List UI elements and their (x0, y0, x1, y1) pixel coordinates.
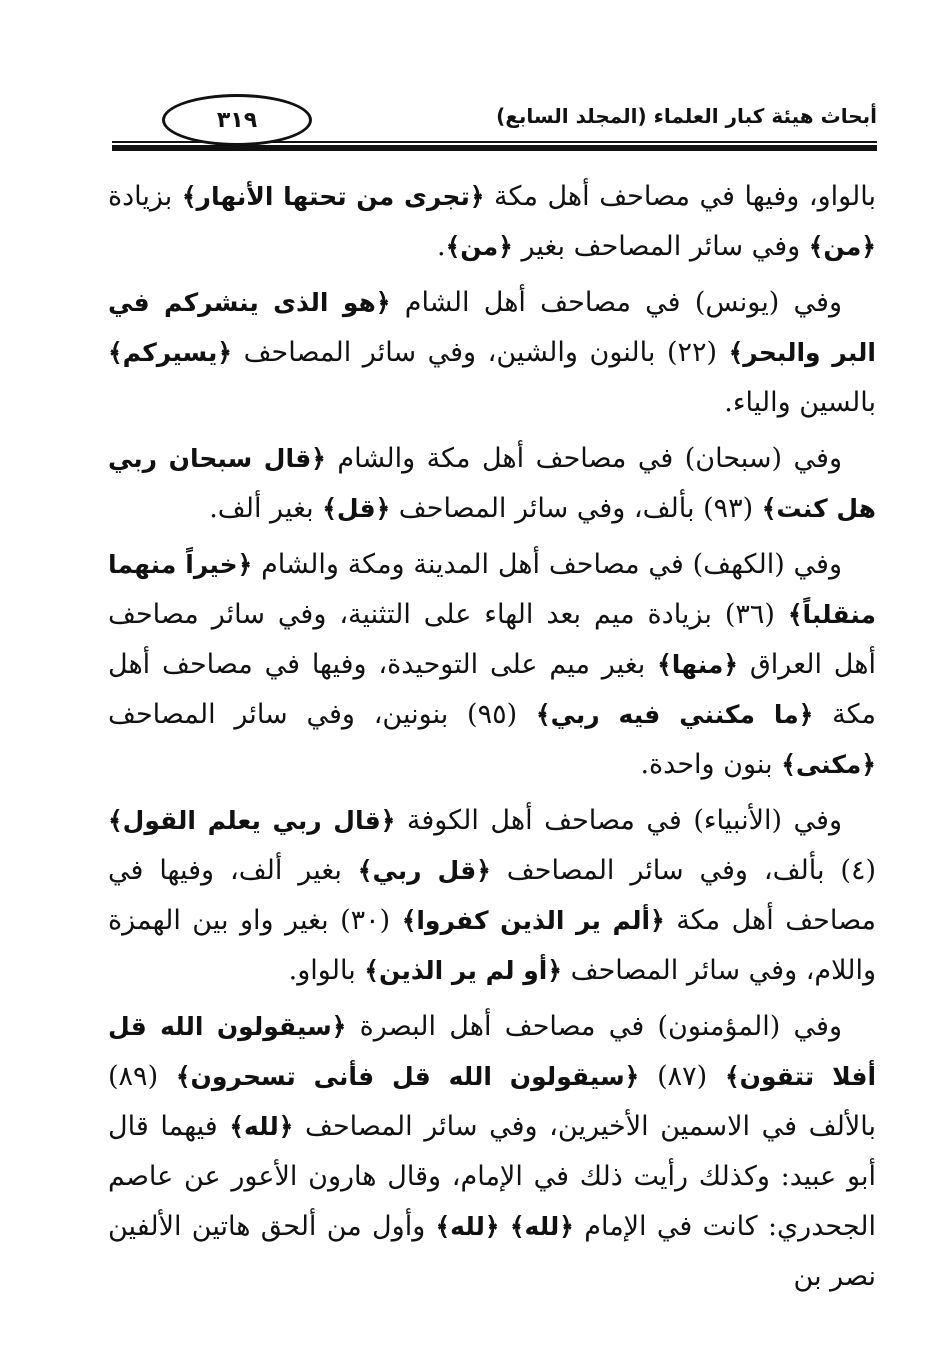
text-run: بالواو، وفيها في مصاحف أهل مكة (484, 181, 877, 212)
paragraph (108, 540, 876, 790)
text-run: (٨٩) بالألف في الاسمين الأخيرين، وفي سائر المصاحف (108, 1061, 876, 1142)
text-run: (٩٥) بنونين، وفي سائر المصاحف (108, 699, 536, 730)
quran-quote: ﴿قال سبحان ربي هل كنت﴾ (108, 444, 876, 523)
quran-quote: ﴿لله﴾ (509, 1212, 574, 1241)
text-run: بغير ألف. (209, 493, 323, 524)
quran-quote: ﴿منها﴾ (657, 650, 739, 679)
quran-quote: ﴿من﴾ (808, 232, 876, 261)
quran-quote: ﴿قال ربي يعلم القول﴾ (108, 806, 396, 835)
text-run: فيهما قال أبو عبيد: وكذلك رأيت ذلك في الإمام، وقال هارون الأعور عن عاصم الجحدري: كانت في الإمام (108, 1111, 876, 1242)
text-run: (٩٣) بألف، وفي سائر المصاحف (390, 493, 762, 524)
text-run (500, 1211, 510, 1242)
quran-quote: ﴿لله﴾ (435, 1212, 500, 1241)
text-run: بالواو. (288, 955, 365, 986)
text-run: وفي (المؤمنون) في مصاحف أهل البصرة (346, 1011, 843, 1042)
quran-quote: ﴿سيقولون الله قل أفلا تتقون﴾ (108, 1012, 877, 1091)
text-run: (٣٦) بزيادة ميم بعد الهاء على التثنية، وفي سائر مصاحف أهل العراق (108, 599, 876, 680)
text-run: وفي سائر المصاحف بغير (512, 231, 809, 262)
quran-quote: ﴿خيراً منهما منقلباً﴾ (108, 550, 876, 629)
text-run: (٣٠) بغير واو بين الهمزة واللام، وفي سائر المصاحف (108, 905, 876, 986)
text-run: وفي (الأنبياء) في مصاحف أهل الكوفة (395, 805, 842, 836)
page-number-badge (162, 94, 312, 146)
quran-quote: ﴿سيقولون الله قل فأنى تسحرون﴾ (175, 1062, 640, 1091)
quran-quote: ﴿هو الذى ينشركم في البر والبحر﴾ (108, 288, 876, 367)
paragraph (108, 172, 876, 272)
quran-quote: ﴿تجرى من تحتها الأنهار﴾ (181, 182, 485, 211)
paragraph (108, 434, 876, 534)
text-run: وفي (الكهف) في مصاحف أهل المدينة ومكة والشام (252, 549, 842, 580)
quran-quote: ﴿مكنى﴾ (781, 750, 876, 779)
body-text (108, 172, 876, 1308)
page-header (112, 94, 877, 152)
text-run: بالسين والياء. (724, 387, 876, 418)
quran-quote: ﴿لله﴾ (229, 1112, 294, 1141)
text-run: بغير ميم على التوحيدة، وفيها في مصاحف أهل مكة (108, 649, 876, 730)
paragraph (108, 796, 876, 996)
text-run: وفي (يونس) في مصاحف أهل الشام (390, 287, 843, 318)
running-title: أبحاث هيئة كبار العلماء (المجلد السابع) (496, 104, 877, 128)
text-run: (٨٧) (639, 1061, 725, 1092)
quran-quote: ﴿ألم ير الذين كفروا﴾ (401, 906, 665, 935)
page-number: ٣١٩ (216, 107, 258, 133)
quran-quote: ﴿قل ربي﴾ (357, 856, 491, 885)
text-run: (٢٢) بالنون والشين، وفي سائر المصاحف (232, 337, 729, 368)
quran-quote: ﴿أو لم ير الذين﴾ (364, 956, 563, 985)
text-run: وفي (سبحان) في مصاحف أهل مكة والشام (325, 443, 842, 474)
paragraph (108, 278, 876, 428)
text-run: (٤) بألف، وفي سائر المصاحف (490, 855, 876, 886)
quran-quote: ﴿يسيركم﴾ (108, 338, 233, 367)
text-run: وأول من ألحق هاتين الألفين نصر بن (108, 1211, 876, 1292)
text-run: بنون واحدة. (640, 749, 782, 780)
header-rule-thick (112, 145, 877, 151)
quran-quote: ﴿من﴾ (445, 232, 513, 261)
quran-quote: ﴿قل﴾ (322, 494, 391, 523)
quran-quote: ﴿ما مكنني فيه ربي﴾ (535, 700, 814, 729)
text-run: بزيادة (108, 181, 182, 212)
text-run: بغير ألف، وفيها في مصاحف أهل مكة (108, 855, 876, 936)
text-run: . (437, 231, 446, 262)
paragraph (108, 1002, 876, 1302)
